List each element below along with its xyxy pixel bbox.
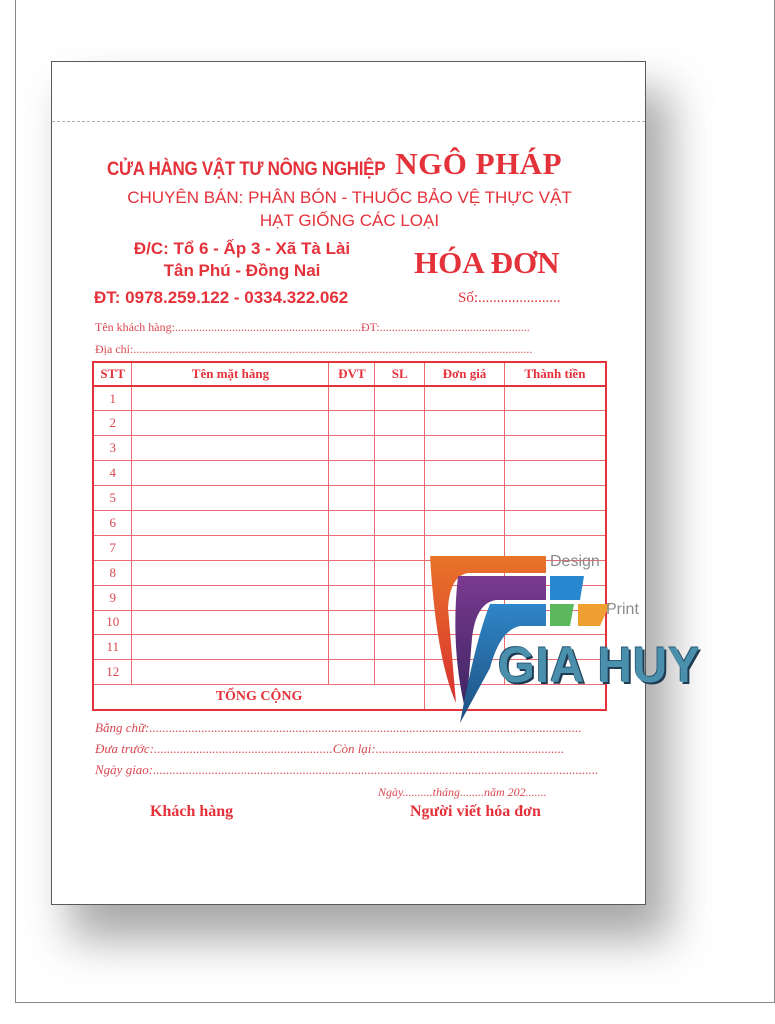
cell-price (425, 411, 505, 436)
watermark-design-label: Design (550, 553, 600, 570)
row-number: 6 (93, 510, 132, 535)
shop-prefix: CỬA HÀNG VẬT TƯ NÔNG NGHIỆP (107, 157, 386, 180)
cell-qty (375, 560, 425, 585)
cell-item (132, 461, 329, 486)
cell-qty (375, 660, 425, 685)
row-number: 4 (93, 461, 132, 486)
cell-item (132, 610, 329, 635)
customer-name-field: Tên khách hàng:..............................................................ĐT:.................................................. (95, 320, 530, 334)
amount-in-words-field: Bằng chữ:..................................................................................................................................... (95, 720, 582, 735)
table-row (93, 386, 606, 411)
cell-amount (504, 461, 606, 486)
invoice-title: HÓA ĐƠN (414, 245, 560, 280)
cell-item (132, 585, 329, 610)
cell-item (132, 535, 329, 560)
address-line-2: Tân Phú - Đồng Nai (163, 261, 321, 280)
cell-item (132, 411, 329, 436)
row-number: 9 (93, 585, 132, 610)
cell-unit (329, 535, 375, 560)
row-number: 12 (93, 660, 132, 685)
cell-item (132, 486, 329, 511)
cell-item (132, 635, 329, 660)
cell-price (425, 386, 505, 411)
header-amount: Thành tiền (504, 362, 606, 386)
cell-qty (375, 386, 425, 411)
cell-unit (329, 610, 375, 635)
table-row (93, 510, 606, 535)
cell-price (425, 461, 505, 486)
row-number: 10 (93, 610, 132, 635)
gia-huy-watermark (428, 548, 728, 723)
speciality-line-2: HẠT GIỐNG CÁC LOẠI (259, 211, 440, 230)
header-unit-price: Đơn giá (425, 362, 505, 386)
cell-price (425, 486, 505, 511)
table-row (93, 411, 606, 436)
cell-unit (329, 510, 375, 535)
header-stt: STT (93, 362, 132, 386)
row-number: 2 (93, 411, 132, 436)
cell-price (425, 510, 505, 535)
cell-unit (329, 660, 375, 685)
cell-item (132, 436, 329, 461)
row-number: 11 (93, 635, 132, 660)
watermark-print-label: Print (606, 601, 639, 618)
header-item-name: Tên mặt hàng (132, 362, 329, 386)
cell-item (132, 560, 329, 585)
cell-item (132, 510, 329, 535)
invoice-page (51, 61, 646, 905)
writer-signature-label: Người viết hóa đơn (410, 803, 541, 820)
total-label: TỔNG CỘNG (93, 685, 425, 710)
customer-signature-label: Khách hàng (150, 803, 234, 820)
paid-remaining-field: Đưa trước:.......................................................Còn lại:.......................................................... (95, 741, 565, 756)
cell-unit (329, 411, 375, 436)
header-unit: ĐVT (329, 362, 375, 386)
cell-unit (329, 436, 375, 461)
date-line: Ngày..........tháng........năm 202....... (378, 785, 547, 799)
table-row (93, 461, 606, 486)
cell-amount (504, 411, 606, 436)
cell-unit (329, 386, 375, 411)
cell-amount (504, 510, 606, 535)
cell-qty (375, 436, 425, 461)
row-number: 7 (93, 535, 132, 560)
header-quantity: SL (375, 362, 425, 386)
cell-amount (504, 486, 606, 511)
cell-unit (329, 635, 375, 660)
perforation-line (52, 121, 645, 122)
cell-qty (375, 486, 425, 511)
table-header-row (93, 362, 606, 386)
row-number: 1 (93, 386, 132, 411)
cell-price (425, 436, 505, 461)
cell-qty (375, 585, 425, 610)
address-line-1: Đ/C: Tổ 6 - Ấp 3 - Xã Tà Lài (133, 239, 351, 258)
table-row (93, 436, 606, 461)
shop-header (107, 146, 562, 182)
customer-address-field: Địa chỉ:..................................................................................................................................... (95, 342, 533, 356)
cell-unit (329, 560, 375, 585)
cell-qty (375, 610, 425, 635)
row-number: 3 (93, 436, 132, 461)
speciality-line-1: CHUYÊN BÁN: PHÂN BÓN - THUỐC BẢO VỆ THỰC VẬT (127, 188, 572, 207)
phone-line: ĐT: 0978.259.122 - 0334.322.062 (94, 288, 349, 307)
row-number: 8 (93, 560, 132, 585)
shop-name: NGÔ PHÁP (395, 146, 563, 181)
cell-unit (329, 461, 375, 486)
cell-qty (375, 535, 425, 560)
invoice-number-field: Số:...................... (458, 290, 561, 306)
cell-qty (375, 635, 425, 660)
row-number: 5 (93, 486, 132, 511)
cell-amount (504, 436, 606, 461)
watermark-brand: GIA HUY (498, 637, 701, 693)
cell-item (132, 386, 329, 411)
cell-item (132, 660, 329, 685)
cell-unit (329, 585, 375, 610)
delivery-date-field: Ngày giao:......................................................................................................................................... (95, 762, 599, 777)
cell-qty (375, 510, 425, 535)
table-row (93, 486, 606, 511)
cell-qty (375, 461, 425, 486)
cell-amount (504, 386, 606, 411)
cell-unit (329, 486, 375, 511)
cell-qty (375, 411, 425, 436)
